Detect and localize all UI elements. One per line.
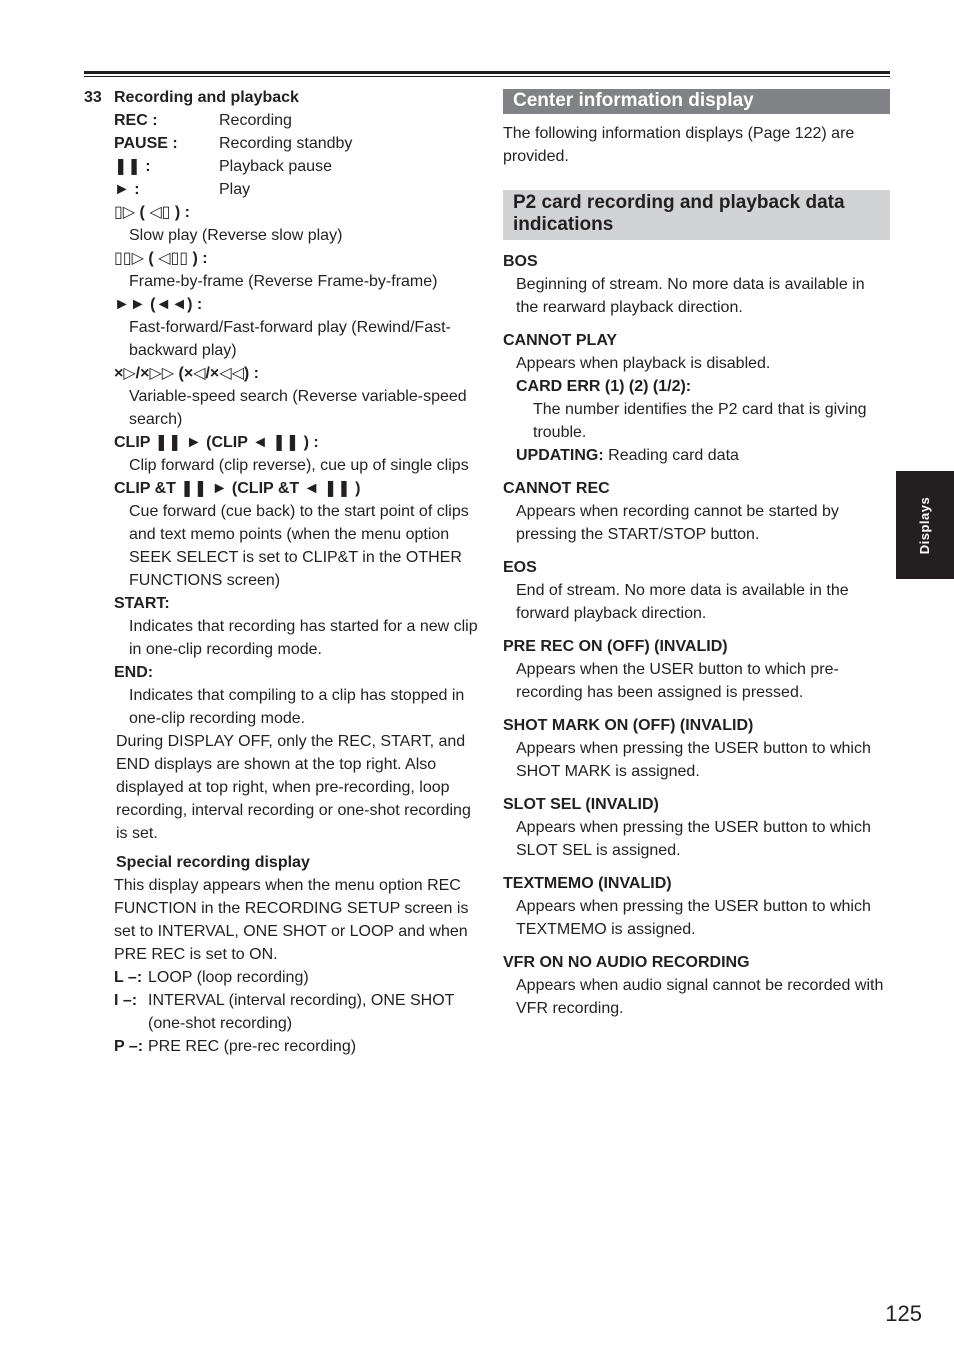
term-title: PRE REC ON (OFF) (INVALID) bbox=[503, 638, 728, 655]
display-off-note: During DISPLAY OFF, only the REC, START, and END displays are shown at the top right. Also displayed at top right, when pre-recording, loop recording, interval recording or one-shot recording is set. bbox=[116, 733, 471, 842]
special-recording-desc: This display appears when the menu option REC FUNCTION in the RECORDING SETUP screen is set to INTERVAL, ONE SHOT or LOOP and when PRE REC is set to ON. bbox=[114, 877, 469, 963]
clip-text-forward-label: CLIP &T ❚❚ ► (CLIP &T ◄ ❚❚ ) bbox=[114, 480, 361, 497]
basic-item-value: Recording bbox=[219, 112, 292, 129]
term-desc: Appears when audio signal cannot be recorded with VFR recording. bbox=[516, 977, 884, 1017]
center-info-heading: Center information display bbox=[503, 89, 890, 114]
basic-item bbox=[114, 178, 479, 201]
left-column bbox=[84, 86, 479, 1058]
updating-row bbox=[516, 444, 890, 467]
end-label: END: bbox=[114, 664, 154, 681]
special-item-value: INTERVAL (interval recording), ONE SHOT (one-shot recording) bbox=[148, 992, 455, 1032]
section-heading bbox=[84, 86, 479, 109]
basic-item-key: PAUSE : bbox=[114, 135, 178, 152]
term-title: SLOT SEL (INVALID) bbox=[503, 796, 659, 813]
pause-icon: ❚❚ : bbox=[114, 158, 151, 175]
term-desc: Appears when the USER button to which pre-recording has been assigned is pressed. bbox=[516, 661, 839, 701]
clip-forward-label: CLIP ❚❚ ► (CLIP ◄ ❚❚ ) : bbox=[114, 434, 319, 451]
special-item bbox=[114, 989, 479, 1035]
slow-play-icon: ▯▷ ( ◁▯ ) : bbox=[114, 204, 190, 221]
term-title: SHOT MARK ON (OFF) (INVALID) bbox=[503, 717, 754, 734]
term-title: EOS bbox=[503, 559, 537, 576]
p2-card-heading: P2 card recording and playback data indications bbox=[503, 190, 890, 240]
page-number: 125 bbox=[885, 1301, 922, 1326]
card-err-desc: The number identifies the P2 card that is giving trouble. bbox=[533, 401, 867, 441]
symbol-item-desc: Indicates that compiling to a clip has stopped in one-clip recording mode. bbox=[129, 687, 465, 727]
basic-item-key: REC : bbox=[114, 112, 158, 129]
basic-item bbox=[114, 155, 479, 178]
term-title: TEXTMEMO (INVALID) bbox=[503, 875, 672, 892]
basic-item bbox=[114, 109, 479, 132]
term-desc: Appears when recording cannot be started by pressing the START/STOP button. bbox=[516, 503, 839, 543]
term-desc: Beginning of stream. No more data is available in the rearward playback direction. bbox=[516, 276, 865, 316]
special-item-value: PRE REC (pre-rec recording) bbox=[148, 1038, 357, 1055]
right-column bbox=[503, 89, 890, 1020]
basic-item-value: Playback pause bbox=[219, 158, 332, 175]
term-desc: Appears when pressing the USER button to which TEXTMEMO is assigned. bbox=[516, 898, 871, 938]
special-item-value: LOOP (loop recording) bbox=[148, 969, 309, 986]
header-rule-thick bbox=[84, 71, 890, 74]
variable-speed-icon: ×▷/×▷▷ (×◁/×◁◁) : bbox=[114, 365, 259, 382]
updating-label: UPDATING: bbox=[516, 447, 604, 464]
start-label: START: bbox=[114, 595, 170, 612]
symbol-item-desc: Frame-by-frame (Reverse Frame-by-frame) bbox=[129, 273, 438, 290]
term-desc: Appears when pressing the USER button to which SLOT SEL is assigned. bbox=[516, 819, 871, 859]
special-item-key: I –: bbox=[114, 992, 138, 1009]
updating-desc: Reading card data bbox=[603, 447, 739, 464]
special-item-key: L –: bbox=[114, 969, 143, 986]
fast-forward-icon: ►► (◄◄) : bbox=[114, 296, 203, 313]
center-info-intro: The following information displays (Page 122) are provided. bbox=[503, 125, 855, 165]
basic-item bbox=[114, 132, 479, 155]
symbol-item-desc: Indicates that recording has started for a new clip in one-clip recording mode. bbox=[129, 618, 478, 658]
side-tab-label: Displays bbox=[917, 496, 933, 554]
special-item-key: P –: bbox=[114, 1038, 144, 1055]
basic-item-value: Recording standby bbox=[219, 135, 353, 152]
term-title: CANNOT PLAY bbox=[503, 332, 618, 349]
term-title: BOS bbox=[503, 253, 538, 270]
term-title: VFR ON NO AUDIO RECORDING bbox=[503, 954, 750, 971]
term-desc: Appears when playback is disabled. bbox=[516, 355, 771, 372]
card-err-label: CARD ERR (1) (2) (1/2): bbox=[516, 378, 692, 395]
symbol-item-desc: Slow play (Reverse slow play) bbox=[129, 227, 343, 244]
special-recording-title: Special recording display bbox=[116, 854, 310, 871]
symbol-item-desc: Variable-speed search (Reverse variable-speed search) bbox=[129, 388, 467, 428]
section-title: Recording and playback bbox=[114, 89, 299, 106]
play-icon: ► : bbox=[114, 181, 140, 198]
term-desc: Appears when pressing the USER button to which SHOT MARK is assigned. bbox=[516, 740, 871, 780]
special-item bbox=[114, 1035, 479, 1058]
term-desc: End of stream. No more data is available in the forward playback direction. bbox=[516, 582, 849, 622]
special-item bbox=[114, 966, 479, 989]
symbol-item-desc: Fast-forward/Fast-forward play (Rewind/Fast-backward play) bbox=[129, 319, 451, 359]
symbol-item-desc: Clip forward (clip reverse), cue up of single clips bbox=[129, 457, 469, 474]
side-tab-displays bbox=[896, 471, 954, 579]
symbol-item-desc: Cue forward (cue back) to the start point of clips and text memo points (when the menu option SEEK SELECT is set to CLIP&T in the OTHER FUNCTIONS screen) bbox=[129, 503, 469, 589]
basic-item-value: Play bbox=[219, 181, 251, 198]
header-rule-thin bbox=[84, 76, 890, 77]
term-title: CANNOT REC bbox=[503, 480, 610, 497]
section-number: 33 bbox=[84, 89, 102, 106]
frame-by-frame-icon: ▯▯▷ ( ◁▯▯ ) : bbox=[114, 250, 208, 267]
